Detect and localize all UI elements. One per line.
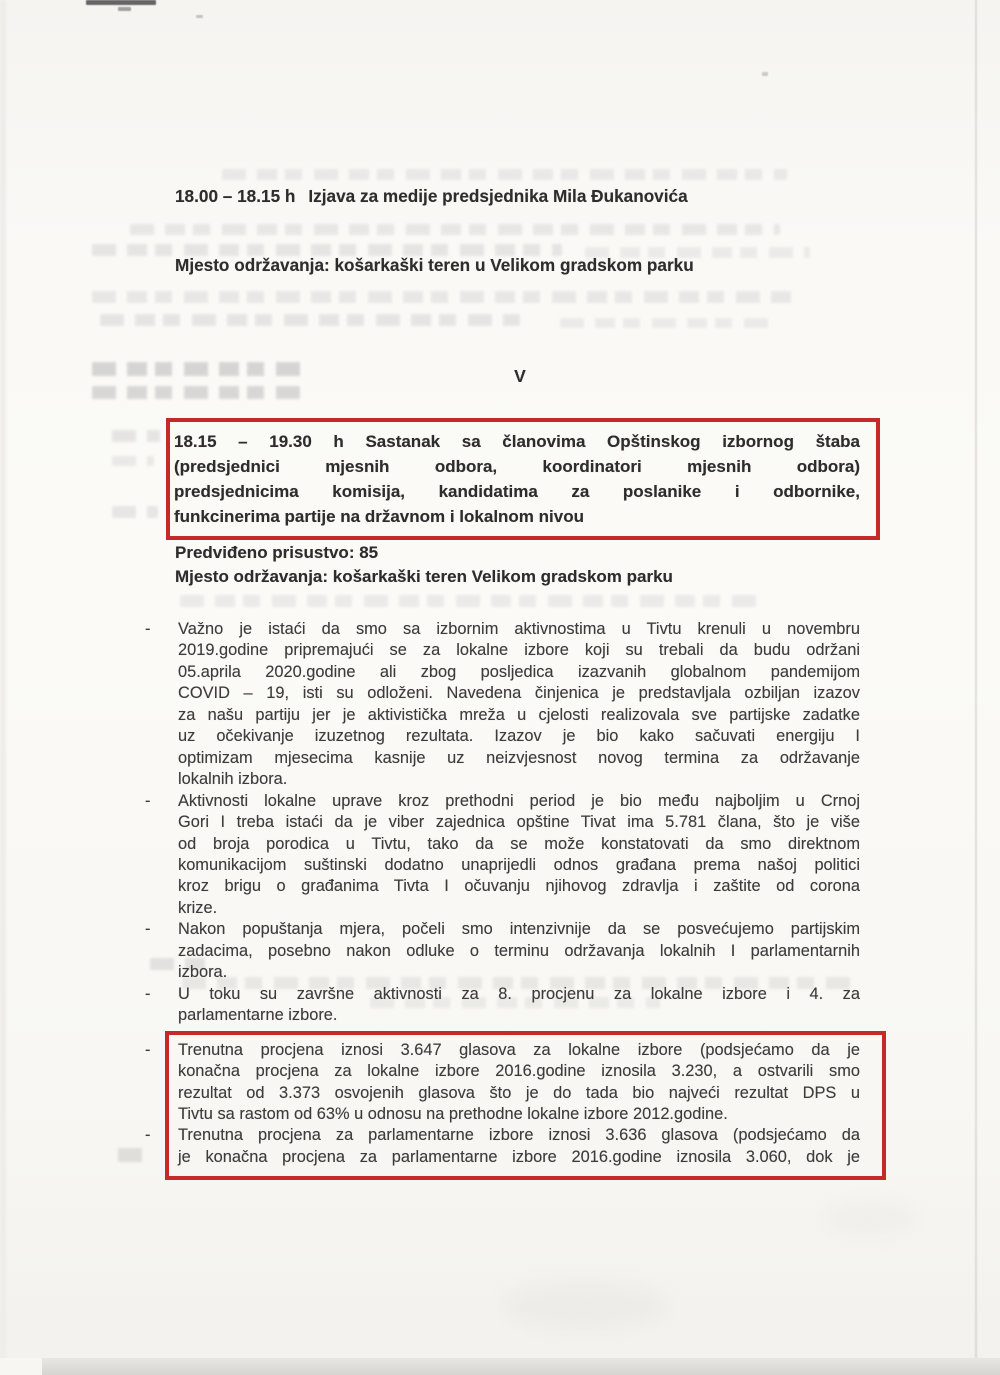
scan-artifact-speck xyxy=(196,15,203,18)
bullet-text: Važno je istaći da smo sa izbornim aktivnostima u Tivtu krenuli u novembru 2019.godine pripremajući se za lokalne izbore koji su trebali da budu održani 05.aprila 2020.godine ali zbog posljedica izazvanih globalnom pandemijom COVID – 19, isti su odloženi. Navedena činjenica je predstavljala ozbiljan izazov za našu partiju jer je aktivistička mreža u cjelosti realizovala sve partijske zadatke uz očekivanje izuzetnog rezultata. Izazov je bio kako sačuvati energiju I optimizam mjesecima kasnije uz neizvjesnost novog termina za održavanje lokalnih izbora. xyxy=(178,620,860,789)
bleedthrough-line xyxy=(222,169,787,180)
schedule-1-venue: Mjesto održavanja: košarkaški teren u Velikom gradskom parku xyxy=(175,255,694,275)
bullet-text: Aktivnosti lokalne uprave kroz prethodni period je bio među najboljim u Crnoj Gori I treba istaći da je viber zajednica opštine Tivat ima 5.781 člana, što je više od broja porodica u Tivtu, tako da se može konstatovati da smo direktnom komunikacijom suštinski dodatno unaprijedli odnos građana prema našoj politici kroz brigu o građanima Tivta I očuvanju njihovog zdravlja i zaštite od corona krize. xyxy=(178,791,860,917)
schedule-1-title: Izjava za medije predsjednika Mila Đukanovića xyxy=(308,186,688,206)
bullet-dash: - xyxy=(145,1040,151,1059)
bullet-text: Trenutna procjena za parlamentarne izbore iznosi 3.636 glasova (podsjećamo da je konačna procjena za parlamentarne izbore 2016.godine iznosila 3.060, dok je xyxy=(178,1126,860,1166)
bullet-item xyxy=(145,791,860,920)
bullet-item xyxy=(145,619,860,791)
bullet-dash: - xyxy=(145,620,151,638)
highlighted-estimates-block xyxy=(145,1031,860,1181)
bleedthrough-line xyxy=(92,291,792,303)
bullet-dash: - xyxy=(145,791,151,810)
bleedthrough-line xyxy=(92,386,300,399)
page-left-edge-shade xyxy=(0,0,6,1375)
paper-fold-line xyxy=(975,0,977,1358)
page-bottom-shadow xyxy=(0,1358,1000,1375)
page-bottom-corner xyxy=(0,1358,42,1375)
bullet-dash: - xyxy=(145,920,151,939)
paper-smudge xyxy=(500,1280,670,1330)
schedule-1-heading xyxy=(175,186,688,207)
bullet-item xyxy=(145,919,860,983)
scan-artifact-speck xyxy=(118,7,131,11)
bleedthrough-line xyxy=(112,506,158,518)
bullet-text: U toku su završne aktivnosti za 8. procjenu za lokalne izbore i 4. za parlamentarne izbore. xyxy=(178,984,860,1025)
scan-artifact-speck xyxy=(86,0,156,5)
bleedthrough-line xyxy=(180,595,760,607)
bullet-item xyxy=(145,1040,860,1126)
bleedthrough-line xyxy=(112,456,154,466)
bullet-item xyxy=(145,1125,860,1168)
attendance-line: Predviđeno prisustvo: 85 xyxy=(175,543,379,562)
bullet-text: Trenutna procjena iznosi 3.647 glasova za lokalne izbore (podsjećamo da je konačna procjena za lokalne izbore 2016.godine iznosila 3.230, a ostvarili smo rezultat od 3.373 osvojenih glasova što je do tada bio najveći rezultat DPS u Tivtu sa rastom od 63% u odnosu na prethodne lokalne izbore 2012.godine. xyxy=(178,1040,860,1123)
meeting-details xyxy=(175,541,865,588)
bleedthrough-line xyxy=(112,430,160,442)
bleedthrough-line xyxy=(100,314,520,326)
bullet-item xyxy=(145,984,860,1027)
bleedthrough-line xyxy=(560,318,770,328)
bullet-text: Nakon popuštanja mjera, počeli smo intenzivnije da se posvećujemo partijskim zadacima, posebno nakon odluke o terminu održavanja lokalnih I parlamentarnih izbora. xyxy=(178,920,860,982)
bullet-dash: - xyxy=(145,1126,151,1145)
paper-smudge xyxy=(820,1200,920,1236)
scan-artifact-speck xyxy=(762,72,768,76)
highlighted-meeting-block: 18.15 – 19.30 h Sastanak sa članovima Opštinskog izbornog štaba (predsjednici mjesnih odbora, koordinatori mjesnih odbora) predsjednicima komisija, kandidatima za poslanike i odbornike, funkcinerima partije na državnom i lokalnom nivou xyxy=(166,418,880,540)
section-marker: V xyxy=(514,366,526,386)
meeting-venue: Mjesto održavanja: košarkaški teren Velikom gradskom parku xyxy=(175,566,673,586)
schedule-1-time: 18.00 – 18.15 h xyxy=(175,186,296,206)
bullet-list xyxy=(145,619,860,1180)
bullet-dash: - xyxy=(145,984,151,1003)
bleedthrough-line xyxy=(130,224,780,235)
